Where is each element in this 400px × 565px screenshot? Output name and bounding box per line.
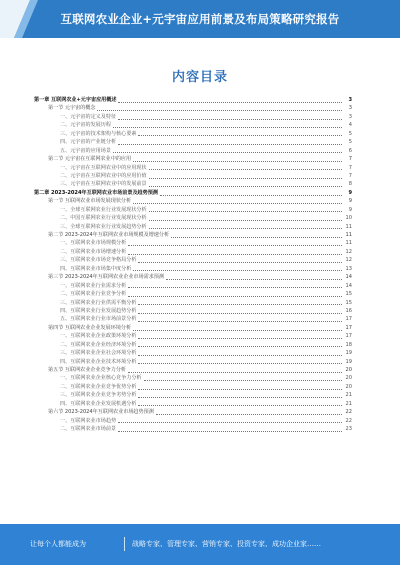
toc-dot-leader xyxy=(171,237,342,238)
toc-entry[interactable] xyxy=(34,155,352,163)
toc-entry[interactable] xyxy=(34,121,352,129)
toc-page-number: 17 xyxy=(345,324,352,331)
toc-page-number: 18 xyxy=(345,341,352,348)
toc-dot-leader xyxy=(149,211,342,212)
toc-entry[interactable] xyxy=(34,332,352,340)
toc-page-number: 22 xyxy=(345,417,352,424)
toc-entry[interactable] xyxy=(34,172,352,180)
toc-entry[interactable] xyxy=(34,374,352,382)
toc-page-number: 3 xyxy=(348,105,352,112)
toc-entry-text: 第一节 元宇宙的概念 xyxy=(48,105,96,112)
toc-entry[interactable] xyxy=(34,425,352,433)
toc-dot-leader xyxy=(138,389,342,390)
toc-dot-leader xyxy=(118,431,342,432)
toc-entry-text: 三、互联网农业市场竞争格局分析 xyxy=(60,257,137,264)
toc-entry[interactable] xyxy=(34,164,352,172)
toc-page-number: 6 xyxy=(348,147,352,154)
toc-dot-leader xyxy=(138,346,342,347)
toc-entry-text: 三、互联网农业行业供需平衡分析 xyxy=(60,299,137,306)
toc-entry-text: 四、元宇宙的产业链分析 xyxy=(60,139,117,146)
toc-entry[interactable] xyxy=(34,223,352,231)
toc-entry-text: 第一章 互联网农业+元宇宙应用概述 xyxy=(34,97,117,103)
toc-dot-leader xyxy=(149,186,342,187)
toc-entry-text: 四、互联网农业市场集中度分析 xyxy=(60,265,132,272)
toc-entry[interactable] xyxy=(34,248,352,256)
toc-entry-text: 二、互联网农业企业经济环境分析 xyxy=(60,341,137,348)
toc-dot-leader xyxy=(128,245,342,246)
toc-entry[interactable] xyxy=(34,299,352,307)
toc-page-number: 17 xyxy=(345,316,352,323)
toc-entry-text: 二、元宇宙的发展历程 xyxy=(60,122,111,129)
toc-page-number: 21 xyxy=(345,400,352,407)
toc-page-number: 20 xyxy=(345,367,352,373)
toc-page-number: 7 xyxy=(348,164,352,171)
header-bar xyxy=(0,0,400,38)
toc-entry[interactable] xyxy=(34,214,352,222)
toc-page-number: 13 xyxy=(345,265,352,272)
toc-page-number: 12 xyxy=(345,257,352,264)
toc-entry[interactable] xyxy=(34,138,352,146)
toc-entry-text: 第三节 2023-2024年互联网农业企业市场需求预测 xyxy=(48,274,164,281)
footer-divider xyxy=(124,537,125,551)
toc-dot-leader xyxy=(128,287,342,288)
toc-page-number: 5 xyxy=(348,139,352,146)
toc-dot-leader xyxy=(118,119,342,120)
toc-entry-text: 一、元宇宙在互联网农业中的应用现状 xyxy=(60,164,147,171)
toc-entry[interactable] xyxy=(34,315,352,323)
toc-entry-text: 二、互联网农业市场前景 xyxy=(60,426,117,433)
toc-dot-leader xyxy=(138,135,342,136)
toc-dot-leader xyxy=(149,169,342,170)
toc-dot-leader xyxy=(138,355,342,356)
toc-entry[interactable] xyxy=(34,96,352,104)
toc-page-number: 11 xyxy=(345,232,352,238)
toc-entry[interactable] xyxy=(34,417,352,425)
toc-entry[interactable] xyxy=(34,273,352,281)
toc-entry-text: 三、元宇宙在互联网农业中的发展前景 xyxy=(60,181,147,188)
toc-dot-leader xyxy=(118,144,342,145)
toc-page-number: 9 xyxy=(348,189,352,196)
toc-entry[interactable] xyxy=(34,383,352,391)
report-title: 互联网农业企业+元宇宙应用前景及布局策略研究报告 xyxy=(60,12,340,26)
toc-dot-leader xyxy=(113,152,342,153)
toc-page-number: 15 xyxy=(345,299,352,306)
toc-entry-text: 一、全球互联网农业行业发展现状分析 xyxy=(60,206,147,213)
toc-entry[interactable] xyxy=(34,197,352,205)
toc-entry-text: 五、元宇宙的应用场景 xyxy=(60,147,111,154)
toc-page-number: 11 xyxy=(345,240,352,247)
toc-dot-leader xyxy=(138,397,342,398)
toc-dot-leader xyxy=(166,279,342,280)
toc-dot-leader xyxy=(138,363,342,364)
toc-page-number: 20 xyxy=(345,383,352,390)
toc-entry-text: 一、互联网农业企业政策环境分析 xyxy=(60,333,137,340)
toc-entry-text: 五、互联网农业行业市场前景分析 xyxy=(60,316,137,323)
toc-entry-text: 第二章 2023-2024年互联网农业市场前景及趋势预测 xyxy=(34,189,158,196)
toc-entry[interactable] xyxy=(34,104,352,112)
toc-page-number: 10 xyxy=(345,215,352,222)
table-of-contents xyxy=(34,96,352,434)
toc-dot-leader xyxy=(138,304,342,305)
toc-entry[interactable] xyxy=(34,147,352,155)
toc-dot-leader xyxy=(128,372,342,373)
toc-dot-leader xyxy=(156,414,342,415)
toc-entry-text: 第五节 互联网农业企业竞争力分析 xyxy=(48,367,127,373)
toc-dot-leader xyxy=(128,296,342,297)
toc-entry[interactable] xyxy=(34,366,352,374)
toc-entry-text: 三、元宇宙的技术架构与核心要素 xyxy=(60,130,137,137)
toc-entry-text: 第二节 2023-2024年互联网农业市场规模及增速分析 xyxy=(48,232,170,238)
toc-entry[interactable] xyxy=(34,408,352,416)
toc-page-number: 9 xyxy=(348,206,352,213)
toc-entry-text: 第六节 2023-2024年互联网农业市场趋势预测 xyxy=(48,409,154,416)
toc-entry[interactable] xyxy=(34,180,352,188)
footer-services: 战略专家、管理专家、营销专家、投资专家、成功企业家…… xyxy=(132,540,321,548)
toc-entry-text: 一、互联网农业市场规模分析 xyxy=(60,240,127,247)
toc-entry-text: 第四节 互联网农业企业发展环境分析 xyxy=(48,324,132,331)
toc-dot-leader xyxy=(113,127,342,128)
toc-page-number: 14 xyxy=(345,282,352,289)
toc-page-number: 12 xyxy=(345,248,352,255)
toc-entry-text: 三、互联网农业企业社会环境分析 xyxy=(60,350,137,357)
toc-page-number: 21 xyxy=(345,392,352,399)
toc-entry[interactable] xyxy=(34,400,352,408)
toc-entry[interactable] xyxy=(34,231,352,239)
toc-dot-leader xyxy=(133,270,342,271)
toc-dot-leader xyxy=(144,380,342,381)
toc-page-number: 7 xyxy=(348,172,352,179)
toc-entry[interactable] xyxy=(34,239,352,247)
toc-entry-text: 第一节 互联网农业市场发展现状分析 xyxy=(48,198,132,205)
toc-entry[interactable] xyxy=(34,341,352,349)
toc-page-number: 15 xyxy=(345,291,352,298)
toc-dot-leader xyxy=(138,262,342,263)
toc-entry-text: 二、互联网农业企业竞争优势分析 xyxy=(60,383,137,390)
toc-entry[interactable] xyxy=(34,256,352,264)
toc-entry[interactable] xyxy=(34,113,352,121)
toc-entry[interactable] xyxy=(34,130,352,138)
toc-entry-text: 二、元宇宙在互联网农业中的应用价值 xyxy=(60,172,147,179)
toc-page-number: 7 xyxy=(348,156,352,163)
toc-entry-text: 一、互联网农业企业核心竞争力分析 xyxy=(60,375,142,382)
toc-page-number: 4 xyxy=(348,122,352,129)
toc-entry[interactable] xyxy=(34,265,352,273)
toc-entry-text: 二、中国互联网农业行业发展现状分析 xyxy=(60,215,147,222)
toc-entry-text: 四、互联网农业行业发展趋势分析 xyxy=(60,307,137,314)
toc-page-number: 11 xyxy=(345,223,352,230)
toc-entry-text: 一、元宇宙的定义及特征 xyxy=(60,113,117,120)
toc-entry-text: 二、互联网农业市场增速分析 xyxy=(60,248,127,255)
toc-dot-leader xyxy=(138,313,342,314)
toc-entry-text: 三、全球互联网农业行业发展趋势分析 xyxy=(60,223,147,230)
toc-page-number: 8 xyxy=(348,181,352,188)
toc-dot-leader xyxy=(133,161,342,162)
toc-page-number: 19 xyxy=(345,350,352,357)
toc-page-number: 3 xyxy=(348,113,352,120)
toc-entry[interactable] xyxy=(34,282,352,290)
toc-dot-leader xyxy=(138,405,342,406)
toc-entry-text: 第二节 元宇宙在互联网农业中的应用 xyxy=(48,156,132,163)
toc-page-number: 17 xyxy=(345,333,352,340)
toc-entry[interactable] xyxy=(34,307,352,315)
toc-dot-leader xyxy=(149,178,342,179)
toc-dot-leader xyxy=(128,254,342,255)
toc-dot-leader xyxy=(133,330,342,331)
toc-entry-text: 四、互联网农业企业发展机遇分析 xyxy=(60,400,137,407)
toc-page-number: 20 xyxy=(345,375,352,382)
toc-entry[interactable] xyxy=(34,189,352,197)
toc-entry[interactable] xyxy=(34,391,352,399)
toc-dot-leader xyxy=(160,195,342,196)
toc-dot-leader xyxy=(118,422,342,423)
toc-heading: 内容目录 xyxy=(171,70,228,85)
toc-page-number: 23 xyxy=(345,426,352,433)
toc-entry[interactable] xyxy=(34,290,352,298)
toc-page-number: 22 xyxy=(345,409,352,416)
footer-slogan: 让每个人都能成为 xyxy=(30,540,86,548)
toc-entry-text: 四、互联网农业企业技术环境分析 xyxy=(60,358,137,365)
toc-page-number: 16 xyxy=(345,307,352,314)
toc-dot-leader xyxy=(149,228,342,229)
toc-page-number: 14 xyxy=(345,274,352,281)
footer-bar xyxy=(0,524,400,565)
toc-entry[interactable] xyxy=(34,349,352,357)
toc-entry-text: 一、互联网农业行业需求分析 xyxy=(60,282,127,289)
toc-entry[interactable] xyxy=(34,206,352,214)
toc-dot-leader xyxy=(118,102,342,103)
toc-dot-leader xyxy=(149,220,342,221)
toc-entry-text: 一、互联网农业市场趋势 xyxy=(60,417,117,424)
toc-dot-leader xyxy=(138,338,342,339)
toc-entry-text: 三、互联网农业企业竞争劣势分析 xyxy=(60,392,137,399)
toc-entry-text: 二、互联网农业行业竞争分析 xyxy=(60,291,127,298)
toc-dot-leader xyxy=(133,203,342,204)
toc-dot-leader xyxy=(97,110,342,111)
toc-page-number: 19 xyxy=(345,358,352,365)
toc-page-number: 9 xyxy=(348,198,352,205)
toc-page-number: 5 xyxy=(348,130,352,137)
toc-entry[interactable] xyxy=(34,324,352,332)
toc-dot-leader xyxy=(138,321,342,322)
toc-page-number: 3 xyxy=(348,97,352,103)
toc-entry[interactable] xyxy=(34,358,352,366)
